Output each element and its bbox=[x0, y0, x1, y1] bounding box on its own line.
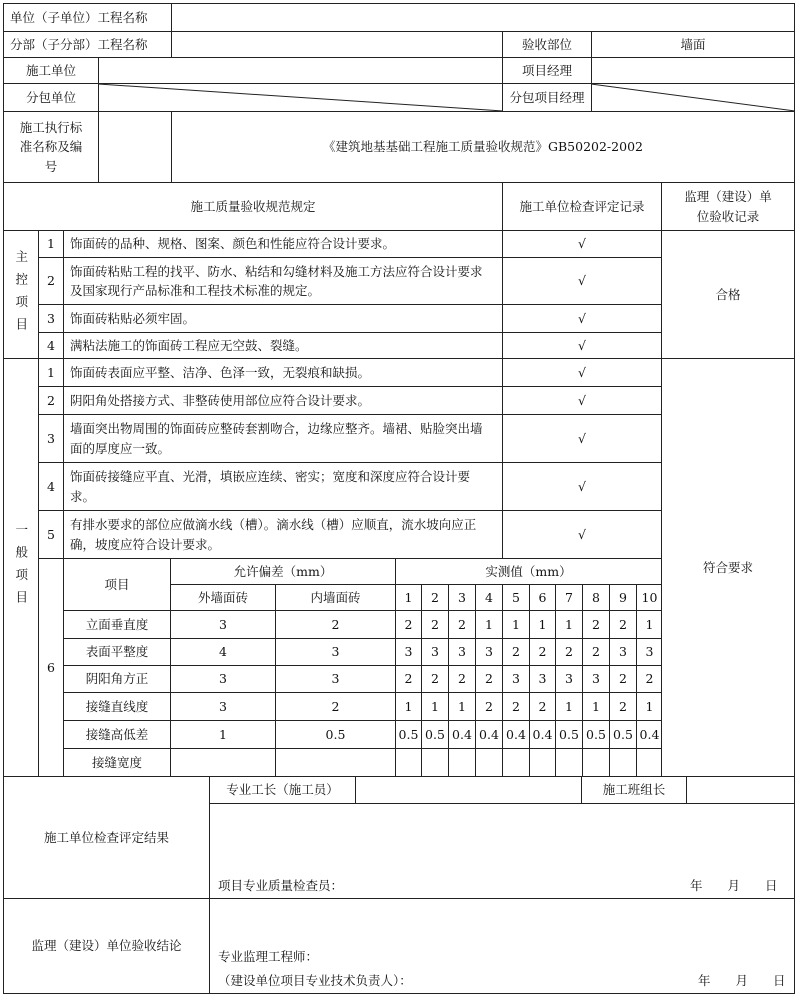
measured-value-cell[interactable] bbox=[475, 748, 503, 778]
measured-value-cell[interactable]: 0.5 bbox=[421, 720, 449, 749]
measure-index-3: 3 bbox=[448, 584, 476, 611]
measured-value-cell[interactable]: 3 bbox=[475, 638, 503, 666]
contractor-label: 施工单位 bbox=[3, 57, 99, 84]
subunit-name-value[interactable] bbox=[171, 31, 503, 58]
general-row-3-no: 3 bbox=[38, 414, 64, 463]
external-tile-tolerance[interactable]: 3 bbox=[170, 610, 276, 639]
measured-value-cell[interactable]: 1 bbox=[582, 692, 610, 721]
main-row-2-check[interactable]: √ bbox=[502, 257, 662, 305]
project-manager-label: 项目经理 bbox=[502, 57, 592, 84]
subcontractor-slash-line bbox=[98, 83, 503, 112]
general-row-3-text: 墙面突出物周围的饰面砖应整砖套割吻合，边缘应整齐。墙裙、贴脸突出墙面的厚度应一致。 bbox=[63, 414, 503, 463]
external-tile-tolerance[interactable]: 3 bbox=[170, 692, 276, 721]
main-row-1-text: 饰面砖的品种、规格、图案、颜色和性能应符合设计要求。 bbox=[63, 230, 503, 258]
measured-value-cell[interactable]: 2 bbox=[582, 610, 610, 639]
measured-value-cell[interactable]: 1 bbox=[636, 610, 663, 639]
main-row-4-check[interactable]: √ bbox=[502, 332, 662, 359]
external-tile-tolerance[interactable] bbox=[170, 748, 276, 778]
measured-value-cell[interactable]: 3 bbox=[421, 638, 449, 666]
measured-value-cell[interactable]: 3 bbox=[395, 638, 422, 666]
measured-value-cell[interactable] bbox=[555, 748, 583, 778]
general-row-4-check[interactable]: √ bbox=[502, 462, 662, 511]
main-row-2-text: 饰面砖粘贴工程的找平、防水、粘结和勾缝材料及施工方法应符合设计要求及国家现行产品标准和工程技术标准的规定。 bbox=[63, 257, 503, 305]
measured-value-cell[interactable]: 2 bbox=[448, 610, 476, 639]
measure-item-name: 立面垂直度 bbox=[63, 610, 171, 639]
main-row-3-no: 3 bbox=[38, 304, 64, 333]
measure-index-1: 1 bbox=[395, 584, 422, 611]
sub-pm-label: 分包项目经理 bbox=[502, 83, 592, 112]
internal-tile-tolerance[interactable] bbox=[275, 748, 396, 778]
measured-value-cell[interactable] bbox=[609, 748, 637, 778]
measured-value-cell[interactable]: 1 bbox=[555, 692, 583, 721]
external-tile-tolerance[interactable]: 4 bbox=[170, 638, 276, 666]
measured-value-cell[interactable]: 2 bbox=[502, 692, 530, 721]
standard-spacer bbox=[98, 111, 172, 183]
measure-index-7: 7 bbox=[555, 584, 583, 611]
measured-value-cell[interactable]: 2 bbox=[475, 692, 503, 721]
measure-item-name: 表面平整度 bbox=[63, 638, 171, 666]
measured-value-cell[interactable]: 3 bbox=[555, 665, 583, 693]
measured-value-cell[interactable]: 3 bbox=[529, 665, 556, 693]
measured-value-cell[interactable]: 3 bbox=[582, 665, 610, 693]
measure-index-8: 8 bbox=[582, 584, 610, 611]
measured-value-cell[interactable]: 0.4 bbox=[636, 720, 663, 749]
measured-value-cell[interactable]: 0.4 bbox=[475, 720, 503, 749]
measured-value-cell[interactable]: 2 bbox=[582, 638, 610, 666]
measure-item-name: 接缝直线度 bbox=[63, 692, 171, 721]
measure-item-name: 接缝宽度 bbox=[63, 748, 171, 778]
external-tile-tolerance[interactable]: 1 bbox=[170, 720, 276, 749]
supervision-header: 监理（建设）单位验收记录 bbox=[661, 182, 795, 231]
accept-part-value[interactable]: 墙面 bbox=[591, 31, 795, 58]
general-items-label: 一般项目 bbox=[3, 358, 39, 777]
internal-tile-header: 内墙面砖 bbox=[275, 584, 396, 611]
standard-label: 施工执行标准名称及编号 bbox=[3, 111, 99, 183]
measured-value-cell[interactable]: 3 bbox=[448, 638, 476, 666]
tolerance-header: 允许偏差（mm） bbox=[170, 558, 396, 585]
measured-value-cell[interactable]: 1 bbox=[502, 610, 530, 639]
main-row-1-no: 1 bbox=[38, 230, 64, 258]
measured-value-cell[interactable]: 2 bbox=[421, 610, 449, 639]
main-row-4-no: 4 bbox=[38, 332, 64, 359]
main-row-3-check[interactable]: √ bbox=[502, 304, 662, 333]
measured-value-cell[interactable]: 0.4 bbox=[502, 720, 530, 749]
internal-tile-tolerance[interactable]: 3 bbox=[275, 638, 396, 666]
general-row-1-text: 饰面砖表面应平整、洁净、色泽一致，无裂痕和缺损。 bbox=[63, 358, 503, 387]
measured-value-cell[interactable]: 2 bbox=[609, 665, 637, 693]
measure-index-4: 4 bbox=[475, 584, 503, 611]
measured-value-cell[interactable]: 2 bbox=[609, 692, 637, 721]
supervision-conclusion-label: 监理（建设）单位验收结论 bbox=[3, 898, 210, 994]
measured-value-cell[interactable]: 1 bbox=[636, 692, 663, 721]
general-row-2-text: 阴阳角处搭接方式、非整砖使用部位应符合设计要求。 bbox=[63, 386, 503, 415]
measured-value-cell[interactable]: 2 bbox=[529, 692, 556, 721]
measured-value-cell[interactable]: 1 bbox=[421, 692, 449, 721]
measured-value-cell[interactable]: 1 bbox=[395, 692, 422, 721]
team-leader-value[interactable] bbox=[686, 776, 795, 804]
measured-value-cell[interactable]: 2 bbox=[395, 665, 422, 693]
measured-value-cell[interactable]: 2 bbox=[448, 665, 476, 693]
measured-value-cell[interactable] bbox=[448, 748, 476, 778]
general-row-3-check[interactable]: √ bbox=[502, 414, 662, 463]
spec-header: 施工质量验收规范规定 bbox=[3, 182, 503, 231]
measure-index-9: 9 bbox=[609, 584, 637, 611]
main-row-1-check[interactable]: √ bbox=[502, 230, 662, 258]
measured-value-cell[interactable] bbox=[636, 748, 663, 778]
measured-value-cell[interactable] bbox=[502, 748, 530, 778]
measure-item-header: 项目 bbox=[63, 558, 171, 611]
measured-value-cell[interactable] bbox=[582, 748, 610, 778]
external-tile-tolerance[interactable]: 3 bbox=[170, 665, 276, 693]
measured-value-cell[interactable]: 1 bbox=[529, 610, 556, 639]
contractor-value[interactable] bbox=[98, 57, 503, 84]
measured-value-cell[interactable]: 0.5 bbox=[395, 720, 422, 749]
measured-value-cell[interactable]: 2 bbox=[609, 610, 637, 639]
unit-name-value[interactable] bbox=[171, 3, 795, 32]
general-items-conclusion[interactable]: 符合要求 bbox=[661, 358, 795, 777]
measured-value-cell[interactable]: 1 bbox=[555, 610, 583, 639]
measured-value-cell[interactable]: 1 bbox=[448, 692, 476, 721]
internal-tile-tolerance[interactable]: 3 bbox=[275, 665, 396, 693]
owner-rep-label: （建设单位项目专业技术负责人）： bbox=[218, 973, 412, 988]
measured-value-cell[interactable]: 2 bbox=[421, 665, 449, 693]
subcontractor-label: 分包单位 bbox=[3, 83, 99, 112]
main-row-2-no: 2 bbox=[38, 257, 64, 305]
measured-value-cell[interactable]: 0.5 bbox=[609, 720, 637, 749]
internal-tile-tolerance[interactable]: 2 bbox=[275, 610, 396, 639]
accept-part-label: 验收部位 bbox=[502, 31, 592, 58]
measured-values-header: 实测值（mm） bbox=[395, 558, 662, 585]
subunit-name-label: 分部（子分部）工程名称 bbox=[3, 31, 172, 58]
general-row-4-no: 4 bbox=[38, 462, 64, 511]
measured-value-cell[interactable]: 2 bbox=[475, 665, 503, 693]
measured-value-cell[interactable]: 0.4 bbox=[448, 720, 476, 749]
measure-item-name: 接缝高低差 bbox=[63, 720, 171, 749]
measured-value-cell[interactable] bbox=[395, 748, 422, 778]
internal-tile-tolerance[interactable]: 0.5 bbox=[275, 720, 396, 749]
measure-index-6: 6 bbox=[529, 584, 556, 611]
check-result-label: 施工单位检查评定结果 bbox=[3, 776, 210, 899]
general-row-5-text: 有排水要求的部位应做滴水线（槽）。滴水线（槽）应顺直，流水坡向应正确，坡度应符合设计要求。 bbox=[63, 510, 503, 559]
measured-value-cell[interactable]: 3 bbox=[636, 638, 663, 666]
measured-value-cell[interactable]: 3 bbox=[502, 665, 530, 693]
general-row-5-check[interactable]: √ bbox=[502, 510, 662, 559]
record-header: 施工单位检查评定记录 bbox=[502, 182, 662, 231]
measured-value-cell[interactable]: 1 bbox=[475, 610, 503, 639]
measured-value-cell[interactable]: 2 bbox=[395, 610, 422, 639]
internal-tile-tolerance[interactable]: 2 bbox=[275, 692, 396, 721]
main-items-label: 主控项目 bbox=[3, 230, 39, 359]
date-label-1: 年 月 日 bbox=[690, 878, 778, 893]
sub-pm-slash-line bbox=[591, 83, 795, 112]
main-row-3-text: 饰面砖粘贴必须牢固。 bbox=[63, 304, 503, 333]
measured-value-cell[interactable]: 3 bbox=[609, 638, 637, 666]
unit-name-label: 单位（子单位）工程名称 bbox=[3, 3, 172, 32]
measured-value-cell[interactable]: 2 bbox=[555, 638, 583, 666]
project-manager-value[interactable] bbox=[591, 57, 795, 84]
measured-value-cell[interactable]: 0.5 bbox=[555, 720, 583, 749]
measured-value-cell[interactable] bbox=[421, 748, 449, 778]
measure-index-2: 2 bbox=[421, 584, 449, 611]
measured-value-cell[interactable]: 2 bbox=[529, 638, 556, 666]
measure-row-no: 6 bbox=[38, 558, 64, 777]
measured-value-cell[interactable]: 2 bbox=[636, 665, 663, 693]
measure-item-name: 阴阳角方正 bbox=[63, 665, 171, 693]
measure-index-10: 10 bbox=[636, 584, 663, 611]
general-row-2-no: 2 bbox=[38, 386, 64, 415]
general-row-2-check[interactable]: √ bbox=[502, 386, 662, 415]
date-label-2: 年 月 日 bbox=[698, 973, 786, 988]
team-leader-label: 施工班组长 bbox=[581, 776, 687, 804]
general-row-1-check[interactable]: √ bbox=[502, 358, 662, 387]
external-tile-header: 外墙面砖 bbox=[170, 584, 276, 611]
foreman-label: 专业工长（施工员） bbox=[209, 776, 356, 804]
general-row-1-no: 1 bbox=[38, 358, 64, 387]
main-items-conclusion[interactable]: 合格 bbox=[661, 230, 795, 359]
inspector-label: 项目专业质量检查员： bbox=[218, 878, 344, 893]
measured-value-cell[interactable]: 0.5 bbox=[582, 720, 610, 749]
measured-value-cell[interactable]: 0.4 bbox=[529, 720, 556, 749]
engineer-label: 专业监理工程师： bbox=[218, 949, 319, 964]
general-row-5-no: 5 bbox=[38, 510, 64, 559]
measure-index-5: 5 bbox=[502, 584, 530, 611]
main-row-4-text: 满粘法施工的饰面砖工程应无空鼓、裂缝。 bbox=[63, 332, 503, 359]
general-row-4-text: 饰面砖接缝应平直、光滑，填嵌应连续、密实；宽度和深度应符合设计要求。 bbox=[63, 462, 503, 511]
measured-value-cell[interactable]: 2 bbox=[502, 638, 530, 666]
measured-value-cell[interactable] bbox=[529, 748, 556, 778]
foreman-value[interactable] bbox=[355, 776, 582, 804]
standard-value: 《建筑地基基础工程施工质量验收规范》GB50202-2002 bbox=[171, 111, 795, 183]
